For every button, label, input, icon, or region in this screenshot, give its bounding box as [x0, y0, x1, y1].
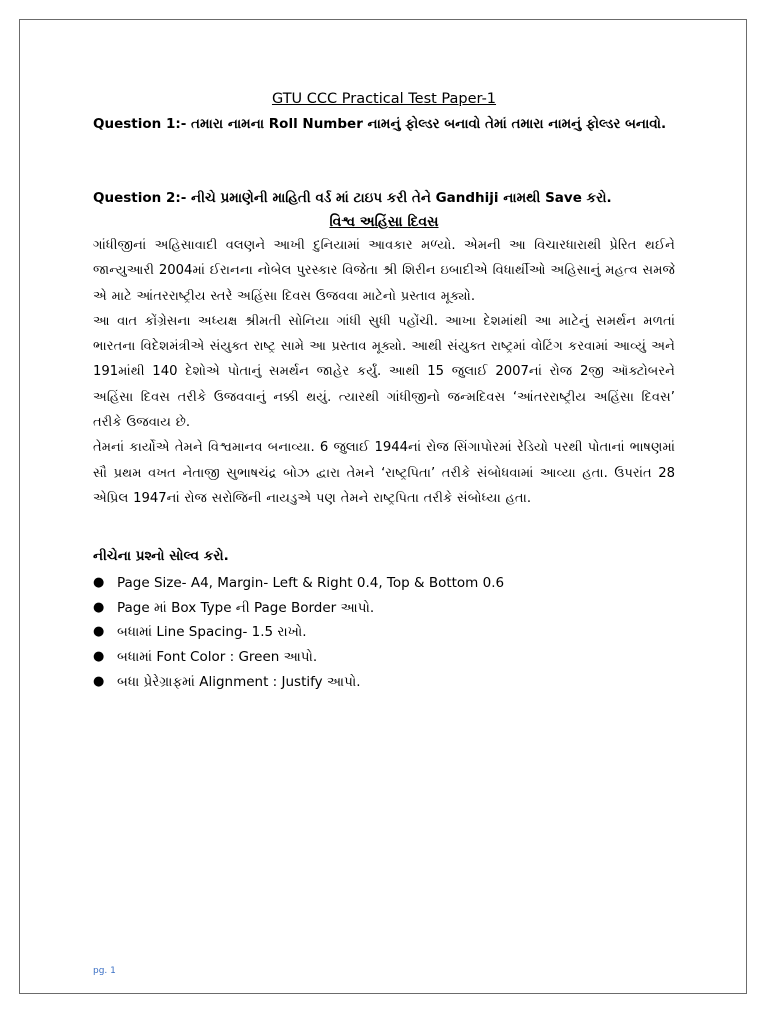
bullet-icon: ● [93, 624, 105, 640]
page-number: pg. 1 [93, 966, 116, 976]
instruction-text: Page માં Box Type ની Page Border આપો. [117, 599, 375, 616]
list-item [93, 670, 675, 695]
list-item [93, 620, 675, 645]
paragraph-2: આ વાત કોંગ્રેસના અધ્યક્ષ શ્રીમતી સોનિયા ગાંધી સુધી પહોંચી. આખા દેશમાંથી આ માટેનું સમર્થન મળતાં ભારતના વિદેશમંત્રીએ સંયુક્ત રાષ્ટ્ર સામે આ પ્રસ્તાવ મૂક્યો. આથી સંયુક્ત રાષ્ટ્રમાં વોટિંગ કરવામાં આવ્યું અને 191માંથી 140 દેશોએ પોતાનું સમર્થન જાહેર કર્યું. આથી 15 જુલાઈ 2007નાં રોજ 2જી ઑક્ટોબરને અહિંસા દિવસ તરીકે ઉજવવાનું નક્કી થયું. ત્યારથી ગાંધીજીનો જન્મદિવસ ‘આંતરરાષ્ટ્રીય અહિંસા દિવસ’ તરીકે ઉજવાય છે. [93, 313, 675, 431]
instruction-text: Page Size- A4, Margin- Left & Right 0.4, Top & Bottom 0.6 [117, 575, 505, 592]
paragraph-3: તેમનાં કાર્યોએ તેમને વિશ્વમાનવ બનાવ્યા. 6 જુલાઈ 1944નાં રોજ સિંગાપોરમાં રેડિયો પરથી પોતાનાં ભાષણમાં સૌ પ્રથમ વખત નેતાજી સુભાષચંદ્ર બોઝ દ્વારા તેમને ‘રાષ્ટ્રપિતા’ તરીકે સંબોધવામાં આવ્યા હતા. ઉપરાંત 28 એપ્રિલ 1947નાં રોજ સરોજિની નાયડુએ પણ તેમને રાષ્ટ્રપિતા તરીકે સંબોધ્યા હતા. [93, 440, 675, 506]
instruction-text: બધામાં Font Color : Green આપો. [117, 649, 318, 666]
bullet-icon: ● [93, 575, 105, 591]
solve-heading: નીચેના પ્રશ્નો સોલ્વ કરો. [93, 548, 229, 565]
question-2: Question 2:- નીચે પ્રમાણેની માહિતી વર્ડ માં ટાઇપ કરી તેને Gandhiji નામથી Save કરો. [93, 190, 612, 206]
spacer [93, 511, 675, 533]
page-title: GTU CCC Practical Test Paper-1 [271, 91, 497, 107]
document-body [93, 88, 675, 694]
list-item [93, 571, 675, 596]
bullet-icon: ● [93, 649, 105, 665]
bullet-icon: ● [93, 673, 105, 689]
paragraph-1: ગાંધીજીનાં અહિસાવાદી વલણને આખી દુનિયામાં આવકાર મળ્યો. એમની આ વિચારધારાથી પ્રેરિત થઈને જાન્યુઆરી 2004માં ઈરાનના નોબેલ પુરસ્કાર વિજેતા શ્રી શિરીન ઇબાદીએ વિધાર્થીઓ અહિસાનું મહત્વ સમજે એ માટે આંતરરાષ્ટ્રીય સ્તરે અહિંસા દિવસ ઉજવવા માટેનો પ્રસ્તાવ મૂક્યો. [93, 238, 675, 304]
instruction-list [93, 571, 675, 694]
list-item [93, 645, 675, 670]
bullet-icon: ● [93, 599, 105, 615]
instruction-text: બધા પ્રેરેગ્રાફમાં Alignment : Justify આપો. [117, 673, 361, 690]
instruction-text: બધામાં Line Spacing- 1.5 રાખો. [117, 624, 307, 641]
question-1: Question 1:- તમારા નામના Roll Number નામનું ફોલ્ડર બનાવો તેમાં તમારા નામનું ફોલ્ડર બનાવો. [93, 116, 667, 132]
essay-title: વિશ્વ અહિંસા દિવસ [329, 214, 439, 230]
list-item [93, 596, 675, 621]
